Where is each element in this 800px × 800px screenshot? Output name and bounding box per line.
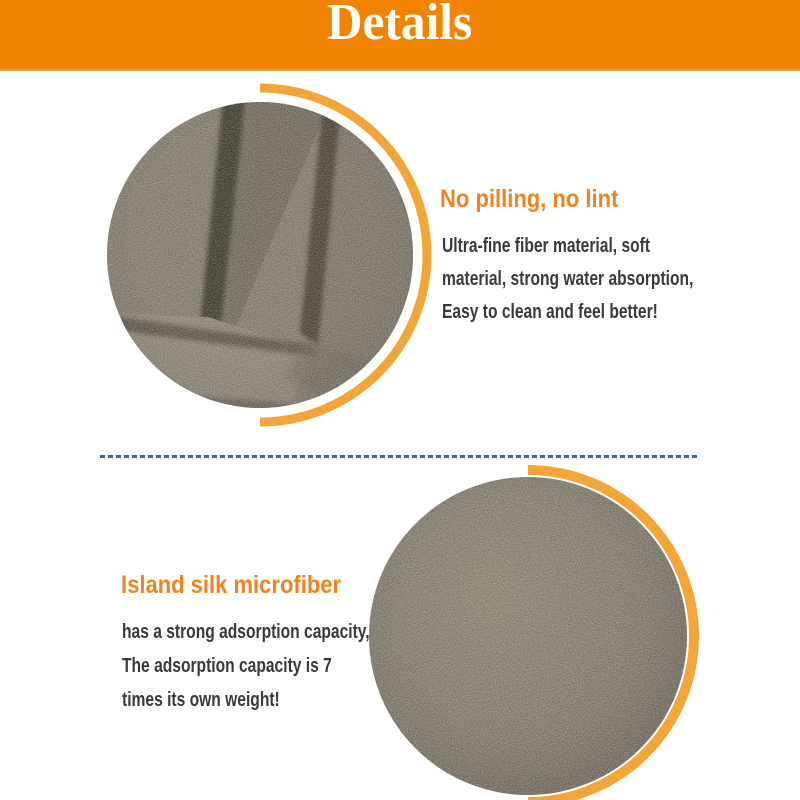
stacked-felt-layers	[78, 73, 442, 437]
body-line: times its own weight!	[122, 689, 280, 711]
section1-heading: No pilling, no lint	[440, 185, 619, 213]
body-line: Easy to clean and feel better!	[442, 301, 658, 323]
section2-heading: Island silk microfiber	[121, 571, 342, 599]
body-line: has a strong adsorption capacity,	[122, 621, 370, 643]
body-line: material, strong water absorption,	[442, 268, 694, 290]
body-line: Ultra-fine fiber material, soft	[442, 235, 651, 257]
microfiber-texture-figure	[346, 454, 710, 800]
body-line: The adsorption capacity is 7	[122, 655, 332, 677]
details-banner	[0, 0, 800, 71]
banner-title: Details	[327, 0, 473, 51]
microfiber-stack-photo	[78, 73, 442, 437]
microfiber-stack-figure	[78, 73, 442, 437]
section2-body	[122, 615, 370, 717]
section1-body	[442, 230, 693, 329]
microfiber-texture-photo	[346, 454, 710, 800]
